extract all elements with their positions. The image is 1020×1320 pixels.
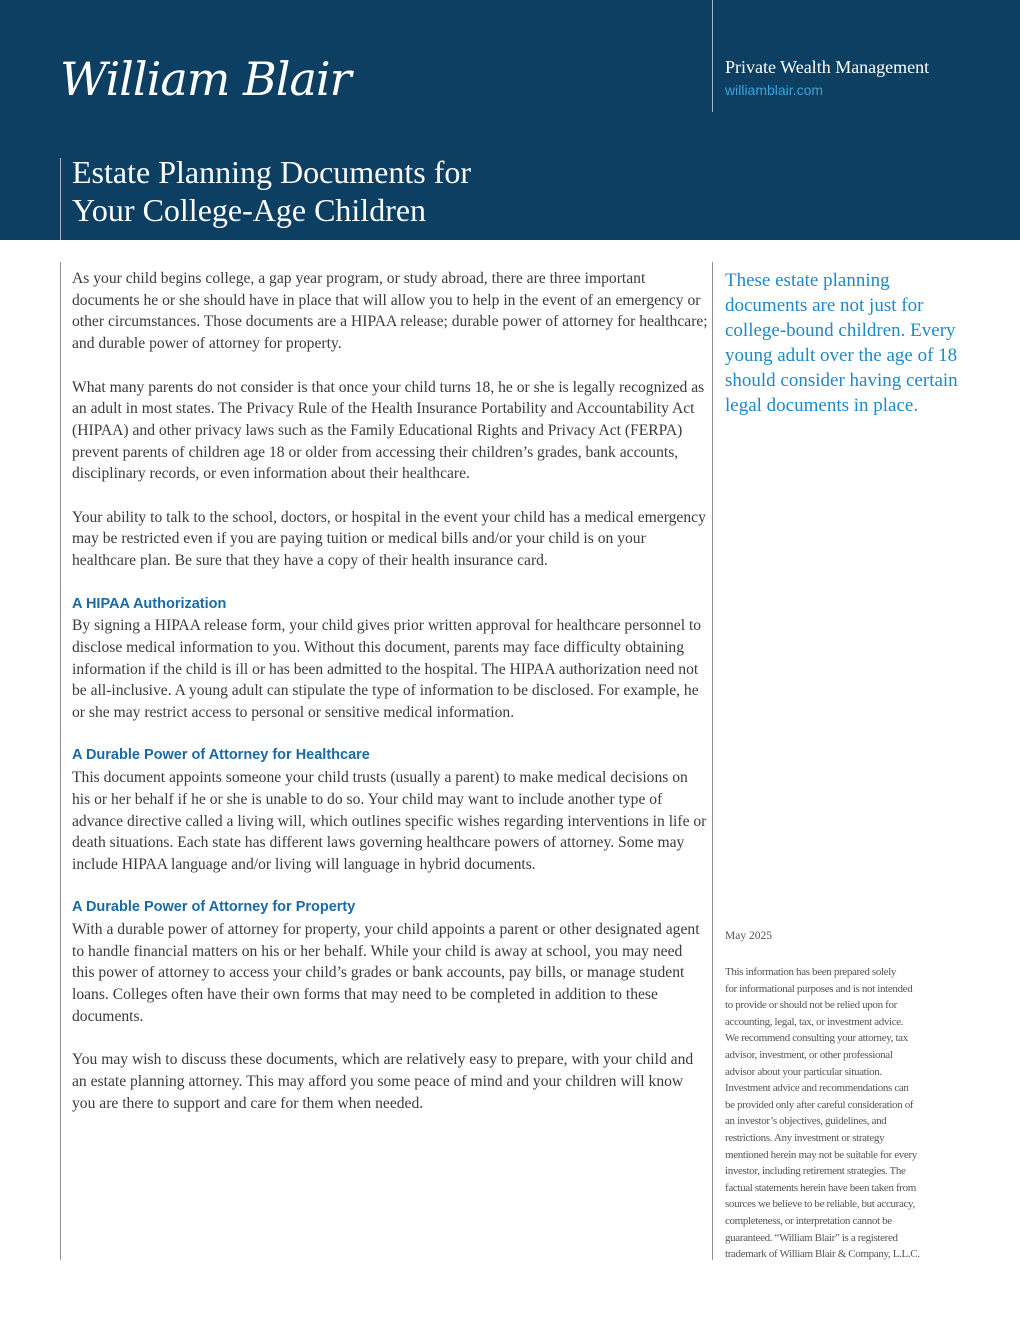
section-heading-healthcare-poa: A Durable Power of Attorney for Healthcare xyxy=(72,747,370,764)
disclaimer-line: This information has been prepared solely xyxy=(725,966,897,978)
section-text-hipaa: By signing a HIPAA release form, your child gives prior written approval for healthcare personnel to disclose medical information to you. Without this document, parents may face difficulty obtaining information if the child is ill or has been admitted to the hospital. The HIPAA authorization need not be all-inclusive. A young adult can stipulate the type of information to be disclosed. For example, he or she may restrict access to personal or sensitive medical information. xyxy=(72,617,702,722)
section-text-property-poa: With a durable power of attorney for property, your child appoints a parent or other designated agent to handle financial matters on his or her behalf. While your child is away at school, you may need this power of attorney to access your child’s grades or bank accounts, pay bills, or manage student loans. Colleges often have their own forms that may need to be completed in addition to these documents. xyxy=(72,921,700,1025)
disclaimer-line: factual statements herein have been taken from xyxy=(725,1181,916,1194)
disclaimer-line: accounting, legal, tax, or investment advice. xyxy=(725,1015,904,1028)
publication-date: May 2025 xyxy=(725,930,772,942)
disclaimer-line: trademark of William Blair & Company, L.L.C. xyxy=(725,1248,920,1261)
closing-paragraph: You may wish to discuss these documents, which are relatively easy to prepare, with your child and an estate planning attorney. This may afford you some peace of mind and your children will know you are there to support and care for them when needed. xyxy=(72,1051,694,1112)
intro-paragraph-3: Your ability to talk to the school, doctors, or hospital in the event your child has a medical emergency may be restricted even if you are paying tuition or medical bills and/or your child is on your healthcare plan. Be sure that they have a copy of their health insurance card. xyxy=(72,508,706,570)
sidebar-callout: These estate planning documents are not just for college-bound children. Every young adult over the age of 18 should consider having certain legal documents in place. xyxy=(725,270,958,416)
disclaimer-line: Investment advice and recommendations can xyxy=(725,1082,909,1095)
section-heading-property-poa: A Durable Power of Attorney for Property xyxy=(72,899,356,916)
william-blair-logo: William Blair xyxy=(60,52,351,106)
header-banner xyxy=(0,0,1020,240)
disclaimer-line: to provide or should not be relied upon for xyxy=(725,999,897,1012)
disclaimer-line: mentioned herein may not be suitable for every xyxy=(725,1148,917,1161)
intro-paragraph-1: As your child begins college, a gap year program, or study abroad, there are three important documents he or she should have in place that will allow you to help in the event of an emergency or other circumstances. Those documents are a HIPAA release; durable power of attorney for healthcare; and durable power of attorney for property. xyxy=(72,270,708,353)
main-column-rule xyxy=(60,262,61,1260)
disclaimer-line: restrictions. Any investment or strategy xyxy=(725,1131,885,1144)
title-accent-line xyxy=(60,158,61,240)
disclaimer-line: sources we believe to be reliable, but accuracy, xyxy=(725,1198,915,1211)
disclaimer-line: advisor, investment, or other professional xyxy=(725,1048,893,1061)
disclaimer-line: an investor’s objectives, guidelines, and xyxy=(725,1115,887,1128)
disclaimer-line: guaranteed. “William Blair” is a registered xyxy=(725,1231,898,1244)
disclaimer-line: investor, including retirement strategies. The xyxy=(725,1165,906,1178)
division-name: Private Wealth Management xyxy=(725,57,930,77)
disclaimer-line: be provided only after careful consideration of xyxy=(725,1098,914,1111)
section-text-healthcare-poa: This document appoints someone your child trusts (usually a parent) to make medical decisions on his or her behalf if he or she is unable to do so. Your child may want to include another type of advance directive called a living will, which outlines specific wishes regarding interventions in life or death situations. Each state has different laws governing healthcare powers of attorney. Some may include HIPAA language and/or living will language in hybrid documents. xyxy=(72,769,707,873)
disclaimer-line: advisor about your particular situation. xyxy=(725,1065,882,1078)
disclaimer-line: for informational purposes and is not intended xyxy=(725,982,913,995)
title-line-2: Your College-Age Children xyxy=(72,192,427,228)
header-divider xyxy=(712,0,713,112)
intro-paragraph-2: What many parents do not consider is that once your child turns 18, he or she is legally recognized as an adult in most states. The Privacy Rule of the Health Insurance Portability and Accountability Act (HIPAA) and other privacy laws such as the Family Educational Rights and Privacy Act (FERPA) prevent parents of children age 18 or older from accessing their children’s grades, bank accounts, disciplinary records, or even information about their healthcare. xyxy=(72,378,705,483)
sidebar-column-rule xyxy=(712,262,713,1260)
title-line-1: Estate Planning Documents for xyxy=(72,154,472,190)
section-heading-hipaa: A HIPAA Authorization xyxy=(72,595,227,612)
disclaimer-line: We recommend consulting your attorney, tax xyxy=(725,1032,908,1045)
main-content xyxy=(72,268,708,1136)
website-link[interactable]: williamblair.com xyxy=(725,82,824,98)
disclaimer xyxy=(725,964,965,1263)
page-title xyxy=(72,153,672,229)
disclaimer-line: completeness, or interpretation cannot be xyxy=(725,1214,892,1227)
